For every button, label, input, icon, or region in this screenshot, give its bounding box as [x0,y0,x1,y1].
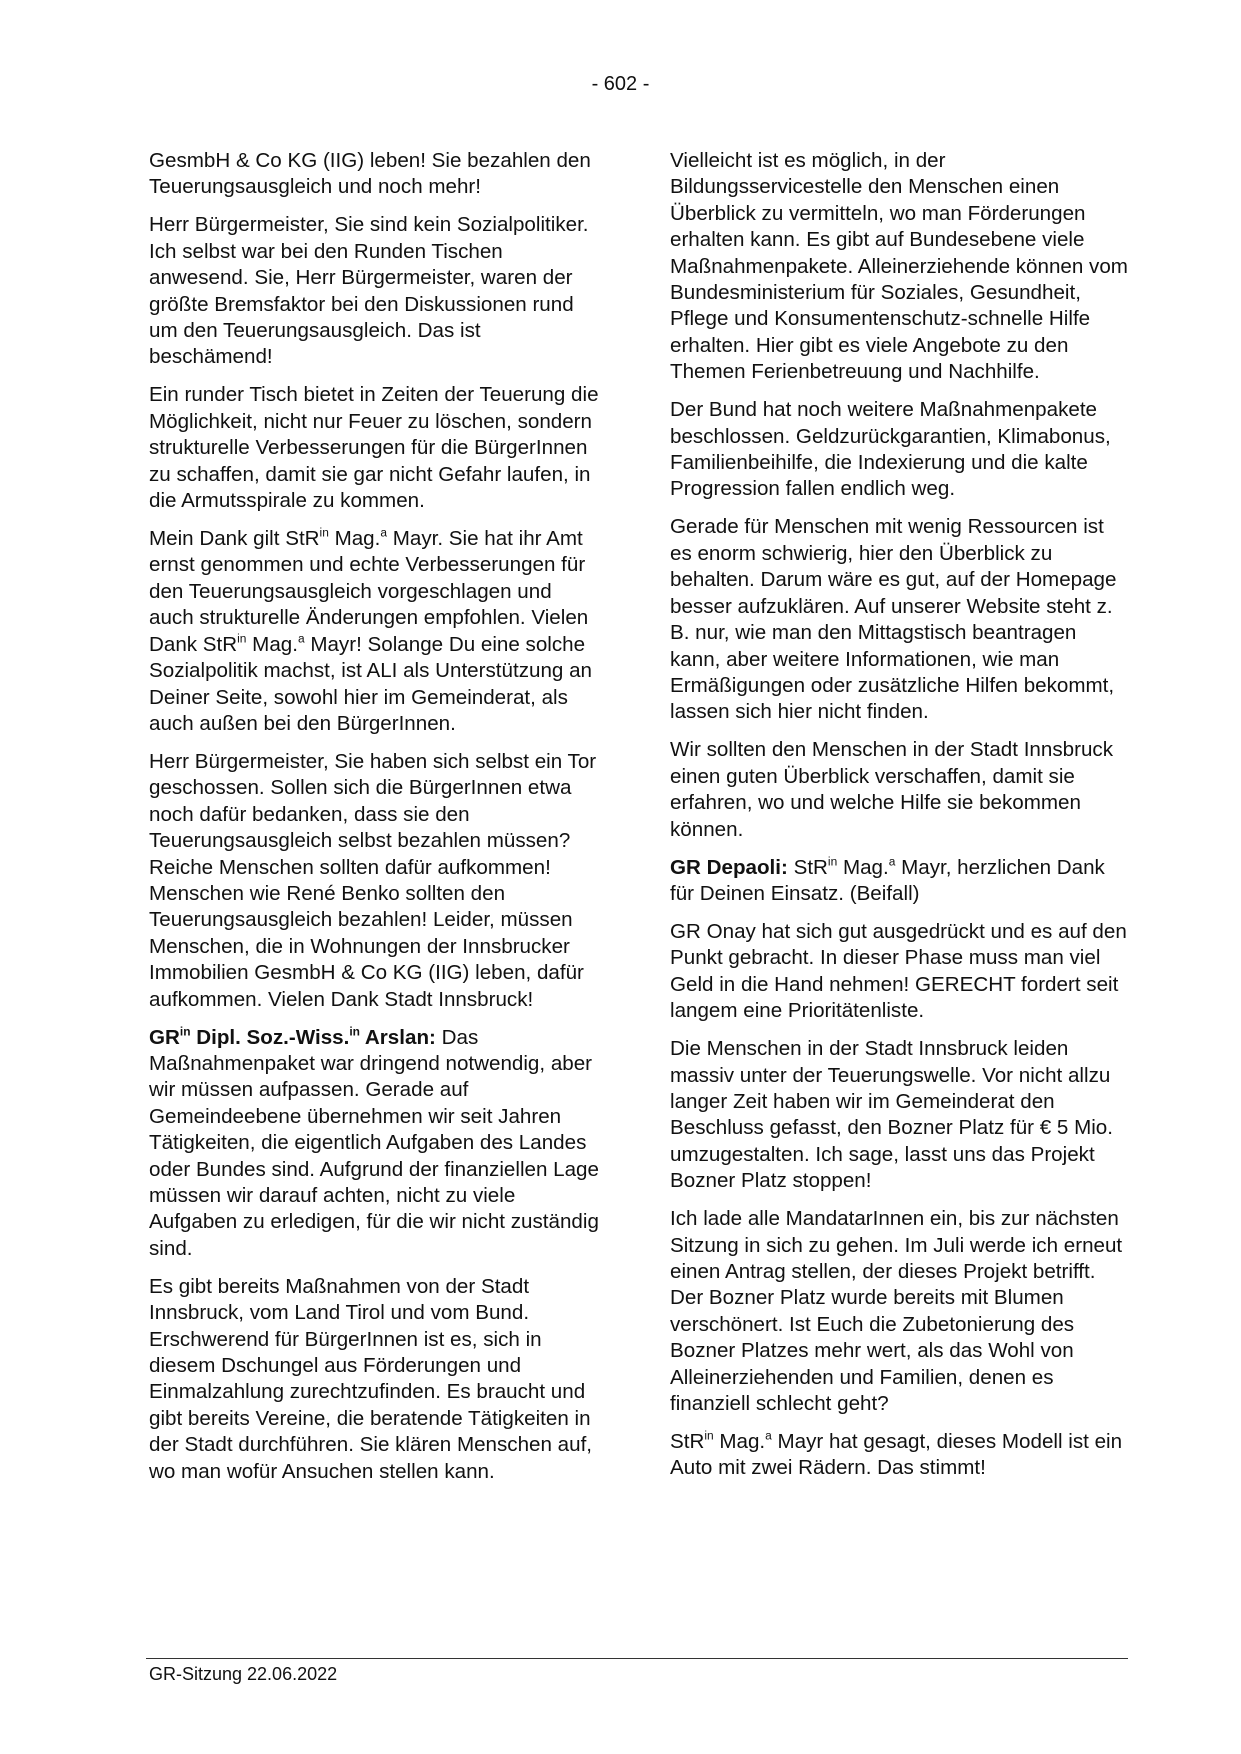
paragraph: Gerade für Menschen mit wenig Ressourcen ist es enorm schwierig, hier den Überblick zu behalten. Darum wäre es gut, auf der Homepage besser aufzuklären. Auf unserer Website steht z. B. nur, wie man den Mittagstisch beantragen kann, aber weitere Informationen, wie man Ermäßigungen oder zusätzliche Hilfen bekommt, lassen sich hier nicht finden. [670,515,1117,724]
paragraph: StR$^{in}$ Mag.$^a$ Mayr hat gesagt, dieses Modell ist ein Auto mit zwei Rädern. Das stimmt! [670,1428,1123,1480]
left-column [149,148,599,1497]
paragraph: Vielleicht ist es möglich, in der Bildungsservicestelle den Menschen einen Überblick zu vermitteln, wo man Förderungen erhalten kann. Es gibt auf Bundesebene viele Maßnahmenpakete. Alleinerziehende können vom Bundesministerium für Soziales, Gesundheit, Pflege und Konsumentenschutz-schnelle Hilfe erhalten. Hier gibt es viele Angebote zu den Themen Ferienbetreuung und Nachhilfe. [670,149,1128,384]
speaker-name: GR Depaoli: [670,855,788,879]
paragraph: Ein runder Tisch bietet in Zeiten der Teuerung die Möglichkeit, nicht nur Feuer zu löschen, sondern strukturelle Verbesserungen für die BürgerInnen zu schaffen, damit sie gar nicht Gefahr laufen, in die Armutsspirale zu kommen. [149,383,599,513]
paragraph: Die Menschen in der Stadt Innsbruck leiden massiv unter der Teuerungswelle. Vor nicht allzu langer Zeit haben wir im Gemeinderat den Beschluss gefasst, den Bozner Platz für € 5 Mio. umzugestalten. Ich sage, lasst uns das Projekt Bozner Platz stoppen! [670,1037,1113,1193]
paragraph: Ich lade alle MandatarInnen ein, bis zur nächsten Sitzung in sich zu gehen. Im Juli werde ich erneut einen Antrag stellen, der dieses Projekt betrifft. Der Bozner Platz wurde bereits mit Blumen verschönert. Ist Euch die Zubetonierung des Bozner Platzes mehr wert, als das Wohl von Alleinerziehenden und Familien, denen es finanziell schlecht geht? [670,1207,1123,1416]
speaker-paragraph: GR Depaoli: StR$^{in}$ Mag.$^a$ Mayr, herzlichen Dank für Deinen Einsatz. (Beifall) [670,854,1105,905]
paragraph: GesmbH & Co KG (IIG) leben! Sie bezahlen den Teuerungsausgleich und noch mehr! [149,149,591,199]
paragraph: Herr Bürgermeister, Sie haben sich selbst ein Tor geschossen. Sollen sich die BürgerInnen etwa noch dafür bedanken, dass sie den Teuerungsausgleich selbst bezahlen müssen? Reiche Menschen sollten dafür aufkommen! Menschen wie René Benko sollten den Teuerungsausgleich bezahlen! Leider, müssen Menschen, die in Wohnungen der Innsbrucker Immobilien GesmbH & Co KG (IIG) leben, dafür aufkommen. Vielen Dank Stadt Innsbruck! [149,749,597,1011]
page-number: - 602 - [591,73,650,95]
paragraph: Wir sollten den Menschen in der Stadt Innsbruck einen guten Überblick verschaffen, damit sie erfahren, wo und welche Hilfe sie bekommen können. [670,738,1113,841]
footer-divider [146,1658,1128,1659]
speaker-paragraph: $GR^{in}$ Dipl. Soz.-Wiss.$^{in}$ Arslan: Das Maßnahmenpaket war dringend notwendig, aber wir müssen aufpassen. Gerade auf Gemeindeebene übernehmen wir seit Jahren Tätigkeiten, die eigentlich Aufgaben des Landes oder Bundes sind. Aufgrund der finanziellen Lage müssen wir darauf achten, nicht zu viele Aufgaben zu erledigen, für die wir nicht zuständig sind. [149,1024,599,1260]
paragraph: Herr Bürgermeister, Sie sind kein Sozialpolitiker. Ich selbst war bei den Runden Tischen anwesend. Sie, Herr Bürgermeister, waren der größte Bremsfaktor bei den Diskussionen rund um den Teuerungsausgleich. Das ist beschämend! [149,213,589,369]
speaker-name: $GR^{in}$ Dipl. Soz.-Wiss.$^{in}$ Arslan: [149,1024,436,1049]
right-column [670,148,1128,1493]
footer-session-date: GR-Sitzung 22.06.2022 [149,1664,338,1684]
paragraph: Der Bund hat noch weitere Maßnahmenpakete beschlossen. Geldzurückgarantien, Klimabonus, Familienbeihilfe, die Indexierung und die kalte Progression fallen endlich weg. [670,398,1111,501]
paragraph: Mein Dank gilt StR$^{in}$ Mag.$^a$ Mayr. Sie hat ihr Amt ernst genommen und echte Verbesserungen für den Teuerungsausgleich vorgeschlagen und auch strukturelle Änderungen empfohlen. Vielen Dank StR$^{in}$ Mag.$^a$ Mayr! Solange Du eine solche Sozialpolitik machst, ist ALI als Unterstützung an Deiner Seite, sowohl hier im Gemeinderat, als auch außen bei den BürgerInnen. [149,525,592,735]
paragraph: GR Onay hat sich gut ausgedrückt und es auf den Punkt gebracht. In dieser Phase muss man viel Geld in die Hand nehmen! GERECHT fordert seit langem eine Prioritätenliste. [670,919,1127,1023]
paragraph: Es gibt bereits Maßnahmen von der Stadt Innsbruck, vom Land Tirol und vom Bund. Erschwerend für BürgerInnen ist es, sich in diesem Dschungel aus Förderungen und Einmalzahlung zurechtzufinden. Es braucht und gibt bereits Vereine, die beratende Tätigkeiten in der Stadt durchführen. Sie klären Menschen auf, wo man wofür Ansuchen stellen kann. [149,1274,593,1483]
